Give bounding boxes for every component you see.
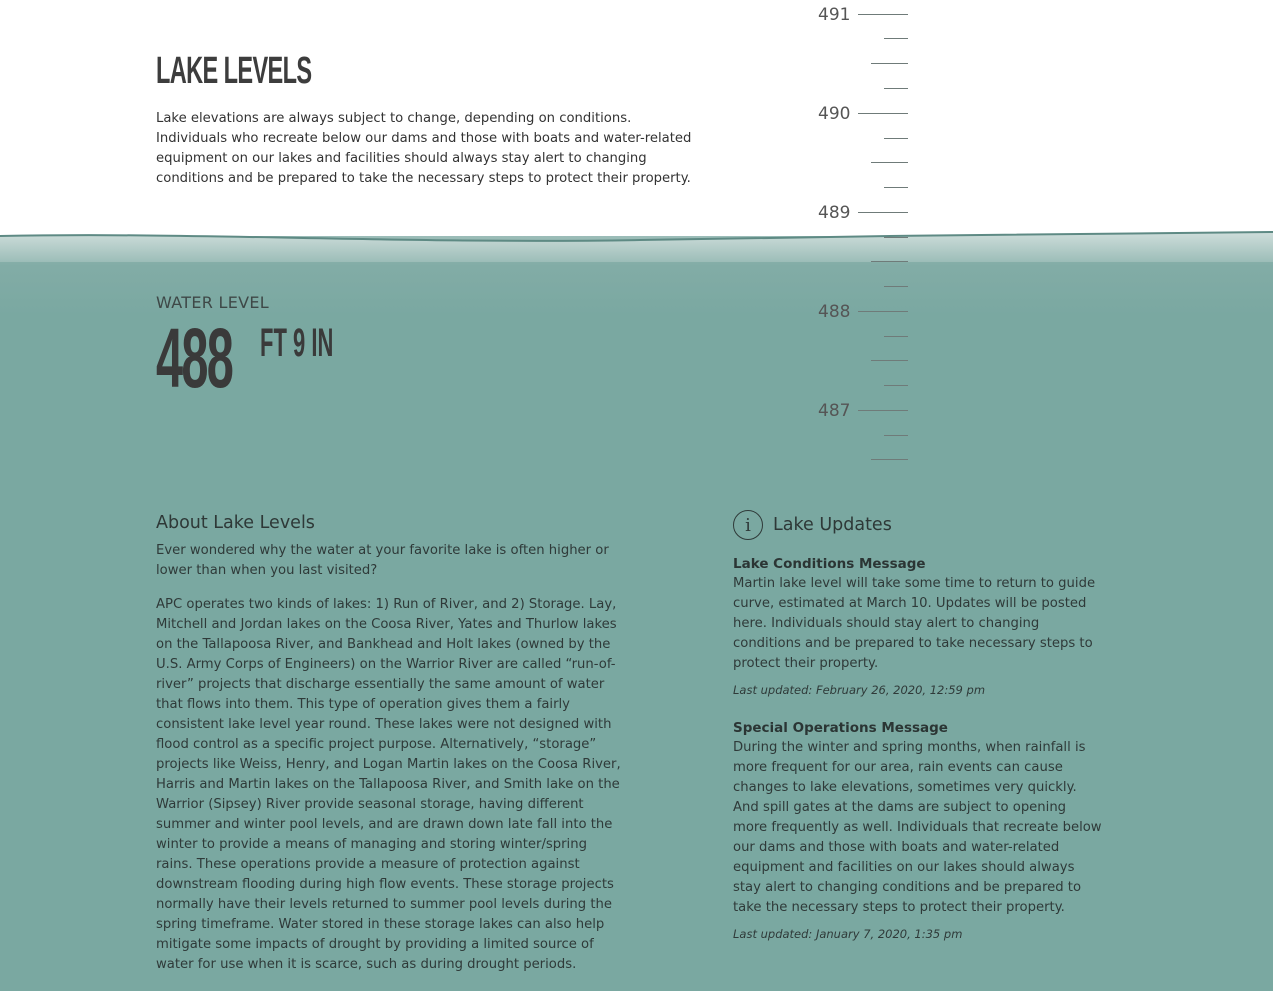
water-level-label: WATER LEVEL bbox=[156, 293, 270, 312]
message-title: Special Operations Message bbox=[733, 720, 948, 736]
gauge-label-490: 490 bbox=[818, 104, 851, 124]
gauge-tick bbox=[884, 138, 908, 139]
water-level-feet: 488 bbox=[156, 311, 233, 405]
message-body: During the winter and spring months, when rainfall is more frequent for our area, rain events can cause changes to lake elevations, sometimes very quickly. And spill gates at the dams are subject to opening more frequently as well. Individuals that recreate below our dams and those with boats and water-related equipment and facilities on our lakes should always stay alert to changing conditions and be prepared to take the necessary steps to protect their property. bbox=[733, 740, 1102, 915]
gauge-label-491: 491 bbox=[818, 5, 851, 25]
gauge-tick bbox=[858, 14, 908, 15]
about-heading: About Lake Levels bbox=[156, 513, 315, 533]
about-body: APC operates two kinds of lakes: 1) Run of River, and 2) Storage. Lay, Mitchell and Jordan lakes on the Coosa River, Yates and Thurlow lakes on the Tallapoosa River, and Bankhead and Holt lakes (owned by the U.S. Army Corps of Engineers) on the Warrior River are called “run-of-river” projects that discharge essentially the same amount of water that flows into them. This type of operation gives them a fairly consistent lake level year round. These lakes were not designed with flood control as a specific project purpose. Alternatively, “storage” projects like Weiss, Henry, and Logan Martin lakes on the Coosa River, Harris and Martin lakes on the Tallapoosa River, and Smith lake on the Warrior (Sipsey) River provide seasonal storage, having different summer and winter pool levels, and are drawn down late fall into the winter to provide a means of managing and storing winter/spring rains. These operations provide a measure of protection against downstream flooding during high flow events. These storage projects normally have their levels returned to summer pool levels during the spring timeframe. Water stored in these storage lakes can also help mitigate some impacts of drought by providing a limited source of water for use when it is scarce, such as during drought periods. bbox=[156, 597, 621, 972]
gauge-tick bbox=[884, 88, 908, 89]
message-title: Lake Conditions Message bbox=[733, 556, 926, 572]
gauge-tick bbox=[858, 113, 908, 114]
about-lake-levels bbox=[156, 513, 626, 989]
lake-updates bbox=[733, 510, 1103, 964]
gauge-tick bbox=[858, 212, 908, 213]
info-icon: i bbox=[733, 510, 763, 540]
page-title: LAKE LEVELS bbox=[156, 50, 312, 92]
intro-text: Lake elevations are always subject to change, depending on conditions. Individuals who recreate below our dams and those with boats and water-related equipment on our lakes and facilities should always stay alert to changing conditions and be prepared to take the necessary steps to protect their property. bbox=[156, 111, 692, 186]
gauge-tick bbox=[871, 162, 908, 163]
message-body: Martin lake level will take some time to return to guide curve, estimated at March 10. Updates will be posted here. Individuals should stay alert to changing conditions and be prepared to take necessary steps to protect their property. bbox=[733, 576, 1096, 671]
about-lead: Ever wondered why the water at your favorite lake is often higher or lower than when you last visited? bbox=[156, 543, 609, 578]
water-surface-wave bbox=[0, 222, 1273, 262]
special-operations-message bbox=[733, 720, 1103, 944]
gauge-label-489: 489 bbox=[818, 203, 851, 223]
water-level-unit: FT 9 IN bbox=[260, 321, 334, 365]
lake-conditions-message bbox=[733, 556, 1103, 700]
gauge-tick bbox=[871, 63, 908, 64]
gauge-label-487: 487 bbox=[818, 401, 851, 421]
message-timestamp: Last updated: January 7, 2020, 1:35 pm bbox=[733, 927, 963, 941]
message-timestamp: Last updated: February 26, 2020, 12:59 pm bbox=[733, 683, 986, 697]
updates-heading: Lake Updates bbox=[773, 515, 892, 535]
gauge-label-488: 488 bbox=[818, 302, 851, 322]
updates-header bbox=[733, 510, 1103, 540]
gauge-tick bbox=[884, 187, 908, 188]
gauge-tick bbox=[884, 38, 908, 39]
